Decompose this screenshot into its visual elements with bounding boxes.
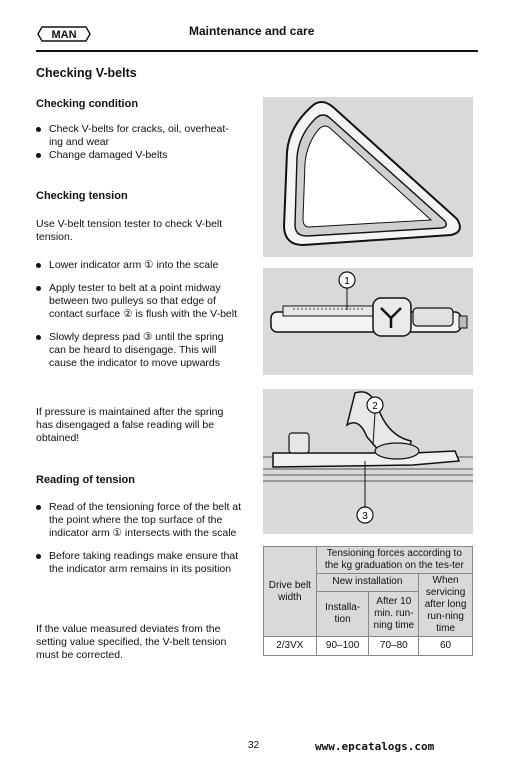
tension-forces-table xyxy=(263,546,473,656)
tension-tester-figure xyxy=(263,268,473,375)
callout-3-label: 3 xyxy=(362,511,368,522)
checking-condition-list xyxy=(36,123,242,162)
col-header-servicing: When servicing after long run-ning time xyxy=(419,574,473,637)
header-divider xyxy=(36,50,478,52)
callout-2-label: 2 xyxy=(372,401,378,412)
list-item: Apply tester to belt at a point midway between two pulleys so that edge of contact surface ② is flush with the V-belt xyxy=(36,282,242,321)
checking-tension-heading: Checking tension xyxy=(36,190,128,202)
page-header-title: Maintenance and care xyxy=(189,24,315,38)
reading-tension-list xyxy=(36,501,246,576)
depress-pad-figure xyxy=(263,389,473,534)
list-item: Before taking readings make ensure that the indicator arm remains in its position xyxy=(36,550,246,576)
man-logo xyxy=(36,24,92,44)
reading-tension-closing: If the value measured deviates from the setting value specified, the V-belt tension must be corrected. xyxy=(36,623,227,661)
checking-tension-list xyxy=(36,259,242,370)
col-header-main: Tensioning forces according to the kg graduation on the tes-ter xyxy=(316,547,472,574)
reading-tension-heading: Reading of tension xyxy=(36,474,135,486)
col-header-drive-belt: Drive belt width xyxy=(264,547,317,637)
list-item: Read of the tensioning force of the belt at the point where the top surface of the indicator arm ① intersects with the scale xyxy=(36,501,246,540)
section-title: Checking V-belts xyxy=(36,66,137,80)
logo-text: MAN xyxy=(51,29,77,41)
website-watermark: www.epcatalogs.com xyxy=(315,740,435,753)
checking-condition-heading: Checking condition xyxy=(36,98,139,110)
v-belt-figure xyxy=(263,97,473,257)
callout-1-label: 1 xyxy=(344,276,350,287)
cell-width: 2/3VX xyxy=(264,637,317,656)
table-row xyxy=(264,637,473,656)
col-header-installation: Installa-tion xyxy=(316,591,369,637)
cell-after10: 70–80 xyxy=(369,637,419,656)
list-item: Slowly depress pad ③ until the spring can be heard to disengage. This will cause the indicator to move upwards xyxy=(36,331,242,370)
list-item: Change damaged V-belts xyxy=(36,149,242,162)
checking-tension-intro: Use V-belt tension tester to check V-belt tension. xyxy=(36,218,223,243)
col-header-after-10: After 10 min. run-ning time xyxy=(369,591,419,637)
page-number: 32 xyxy=(248,740,260,751)
checking-tension-warning: If pressure is maintained after the spring has disengaged a false reading will be obtained! xyxy=(36,406,224,444)
list-item: Lower indicator arm ① into the scale xyxy=(36,259,242,272)
cell-servicing: 60 xyxy=(419,637,473,656)
cell-installation: 90–100 xyxy=(316,637,369,656)
list-item: Check V-belts for cracks, oil, overheat-ing and wear xyxy=(36,123,242,149)
col-header-new-installation: New installation xyxy=(316,574,418,592)
